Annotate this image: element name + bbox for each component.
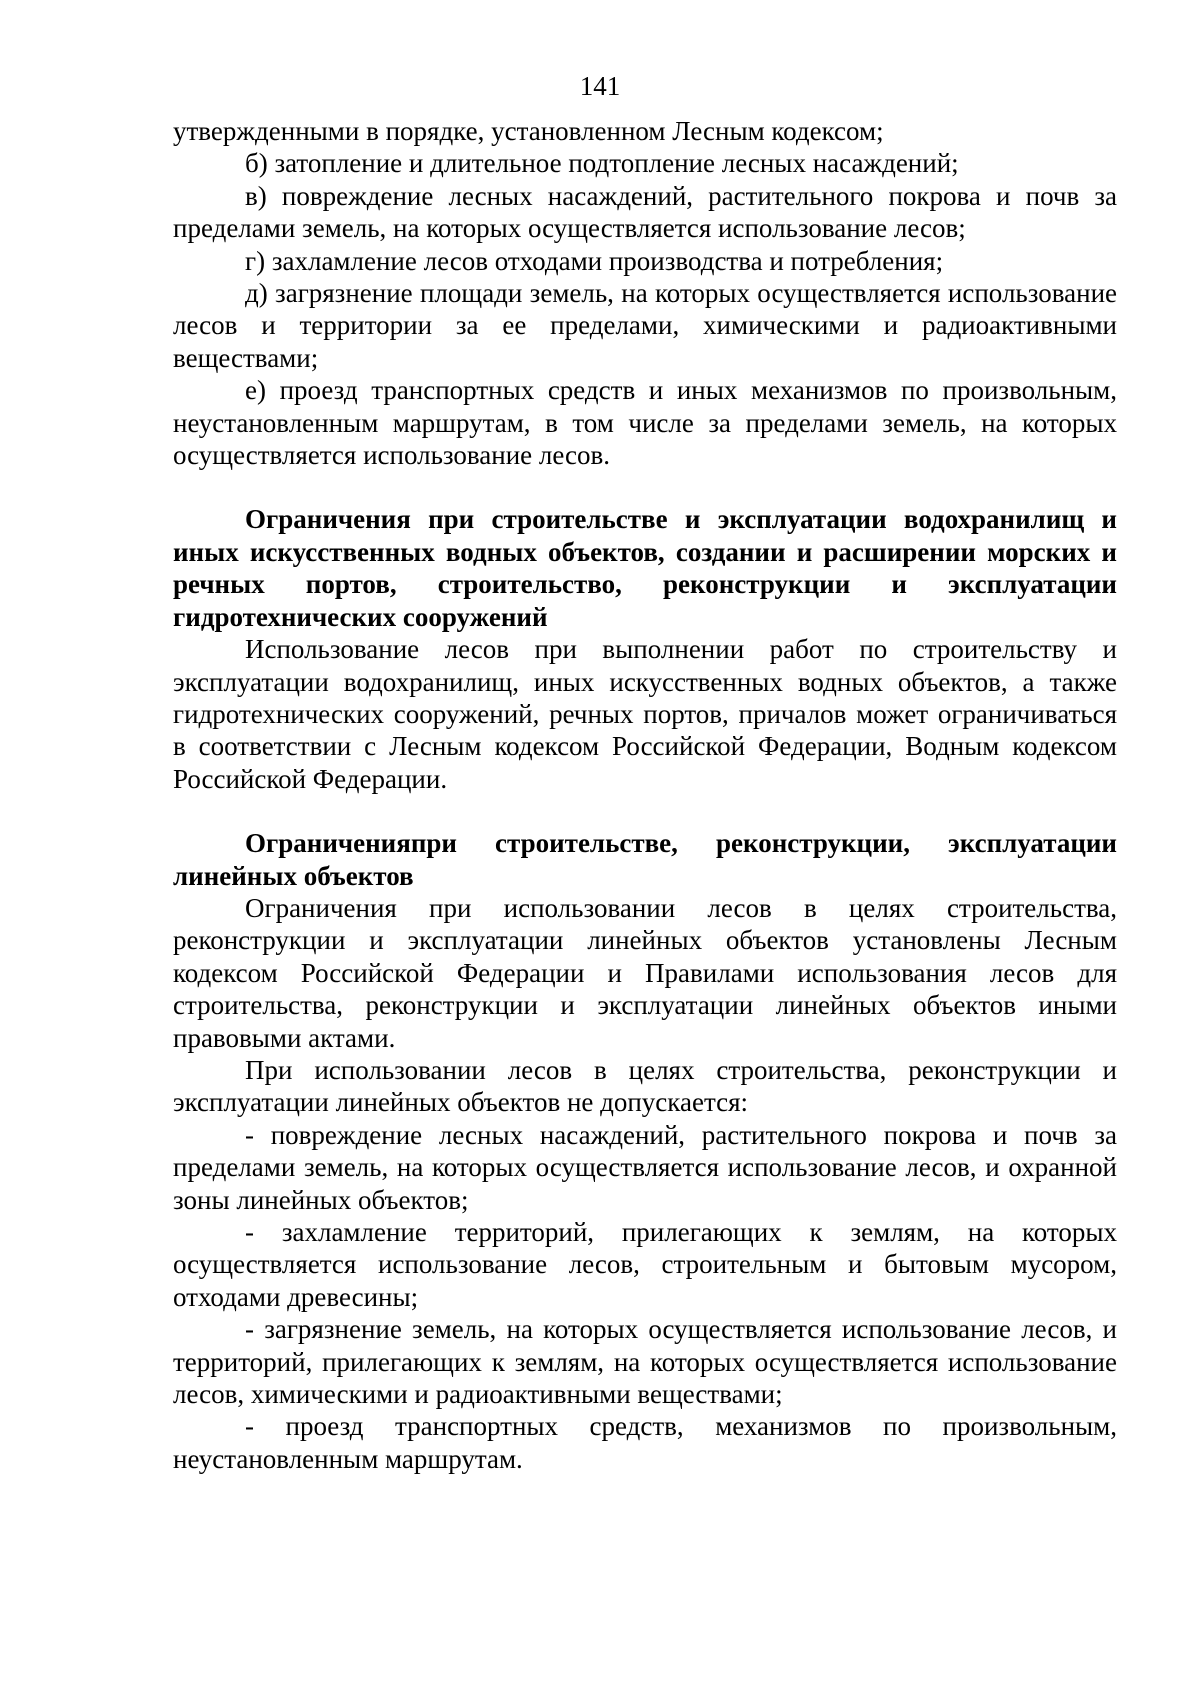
list-item-e: е) проезд транспортных средств и иных механизмов по произвольным, неустановленным маршрутам, в том числе за пределами земель, на которых осуществляется использование лесов. xyxy=(173,375,1117,471)
linear-list-item: - загрязнение земель, на которых осуществляется использование лесов, и территорий, прилегающих к землям, на которых осуществляется использование лесов, химическими и радиоактивными веществами; xyxy=(173,1314,1117,1410)
list-item-d: д) загрязнение площади земель, на которых осуществляется использование лесов и территории за ее пределами, химическими и радиоактивными веществами; xyxy=(173,278,1117,373)
page-body xyxy=(173,115,1117,1475)
list-item-g: г) захламление лесов отходами производства и потребления; xyxy=(245,245,944,276)
linear-list-item: - захламление территорий, прилегающих к землям, на которых осуществляется использование лесов, строительным и бытовым мусором, отходами древесины; xyxy=(173,1217,1117,1312)
section-spacer xyxy=(173,471,1117,503)
reservoirs-paragraph: Использование лесов при выполнении работ по строительству и эксплуатации водохранилищ, иных искусственных водных объектов, а также гидротехнических сооружений, речных портов, причалов может ограничиваться в соответствии с Лесным кодексом Российской Федерации, Водным кодексом Российской Федерации. xyxy=(173,634,1117,794)
section-spacer xyxy=(173,795,1117,827)
section-heading-reservoirs: Ограничения при строительстве и эксплуатации водохранилищ и иных искусственных водных объектов, создании и расширении морских и речных портов, строительство, реконструкции и эксплуатации гидротехнических сооружений xyxy=(173,504,1117,632)
continuation-line: утвержденными в порядке, установленном Лесным кодексом; xyxy=(173,116,884,146)
linear-paragraph-1: Ограничения при использовании лесов в целях строительства, реконструкции и эксплуатации линейных объектов установлены Лесным кодексом Российской Федерации и Правилами использования лесов для строительства, реконструкции и эксплуатации линейных объектов иными правовыми актами. xyxy=(173,892,1117,1053)
linear-list-item: - повреждение лесных насаждений, растительного покрова и почв за пределами земель, на которых осуществляется использование лесов, и охранной зоны линейных объектов; xyxy=(173,1119,1117,1215)
page-number: 141 xyxy=(579,71,621,101)
list-item-v: в) повреждение лесных насаждений, растительного покрова и почв за пределами земель, на которых осуществляется использование лесов; xyxy=(173,180,1117,244)
section-heading-linear-objects: Ограниченияпри строительстве, реконструкции, эксплуатации линейных объектов xyxy=(173,828,1117,891)
list-item-b: б) затопление и длительное подтопление лесных насаждений; xyxy=(245,148,959,179)
linear-paragraph-2: При использовании лесов в целях строительства, реконструкции и эксплуатации линейных объектов не допускается: xyxy=(173,1054,1117,1118)
linear-list-item: - проезд транспортных средств, механизмов по произвольным, неустановленным маршрутам. xyxy=(173,1411,1117,1474)
